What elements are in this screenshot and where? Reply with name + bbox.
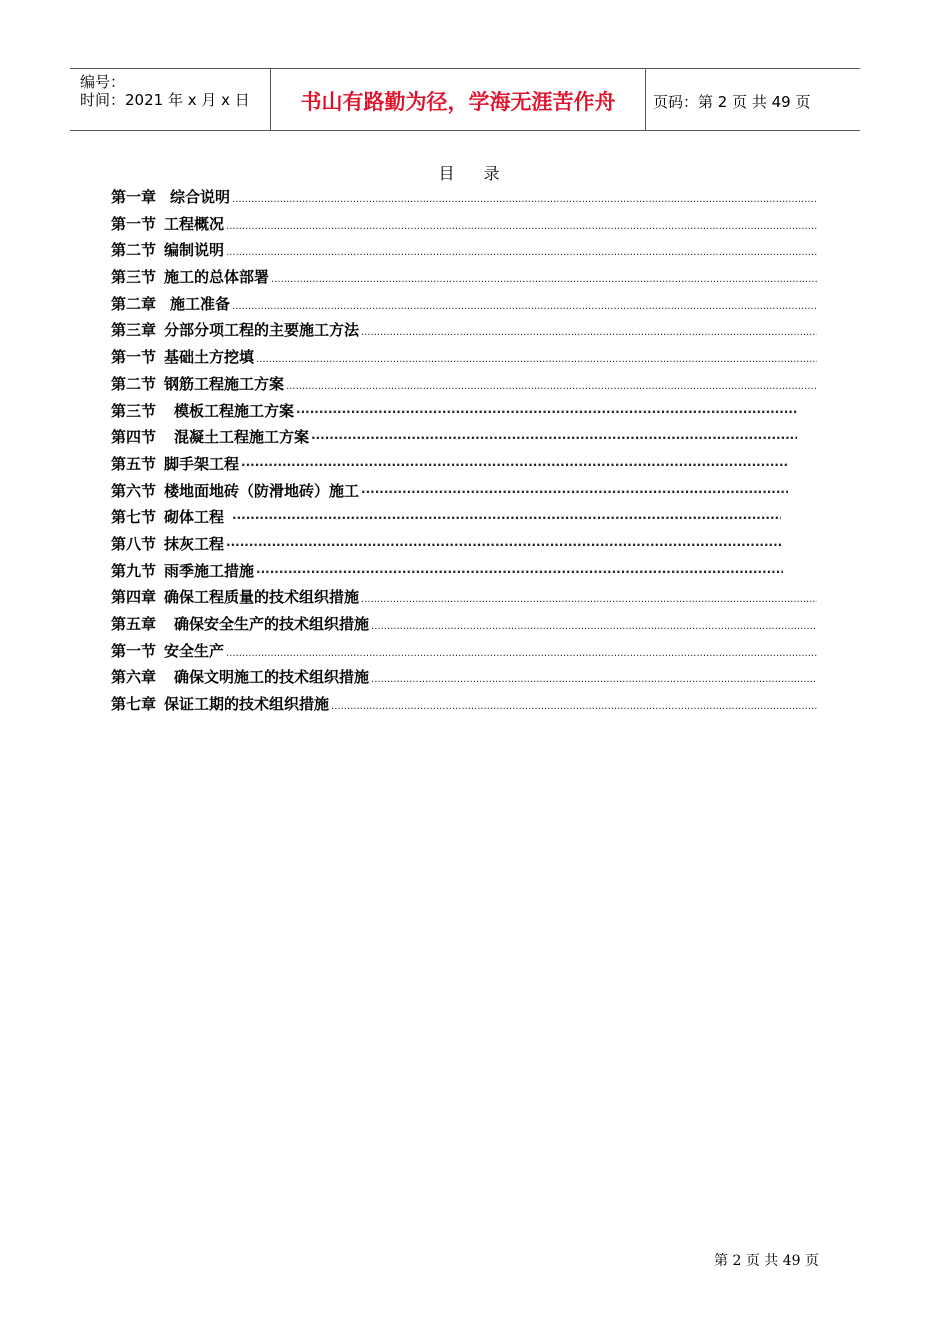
toc-entry-title: 基础土方挖填 <box>164 348 255 367</box>
toc-entry-title: 钢筋工程施工方案 <box>164 374 285 393</box>
toc-entry-number: 第三节 <box>111 268 157 287</box>
toc-entry-number: 第七章 <box>111 695 157 714</box>
toc-entry[interactable] <box>111 186 817 213</box>
toc-entry-number: 第五节 <box>111 454 157 473</box>
toc-entry-title: 模板工程施工方案 <box>174 401 295 420</box>
toc-entry[interactable] <box>111 346 817 373</box>
toc-entry-number: 第四章 <box>111 588 157 607</box>
toc-entry[interactable] <box>111 266 817 293</box>
page-footer: 第 2 页 共 49 页 <box>714 1253 819 1269</box>
toc-leader <box>226 247 817 258</box>
toc-entry[interactable] <box>111 480 788 507</box>
toc-entry-number: 第一章 <box>111 188 157 206</box>
toc-entry-title: 确保工程质量的技术组织措施 <box>164 588 360 607</box>
header-page-cell <box>645 69 860 130</box>
toc-leader <box>232 301 817 312</box>
toc-entry-title: 雨季施工措施 <box>164 561 255 580</box>
toc-leader <box>241 458 788 472</box>
toc-leader <box>226 648 817 659</box>
toc-entry-number: 第六节 <box>111 481 157 500</box>
toc-entry[interactable] <box>111 586 817 613</box>
toc-entry-number: 第六章 <box>111 668 157 687</box>
toc-entry-number: 第五章 <box>111 615 157 633</box>
toc-entry-title: 施工准备 <box>170 294 231 313</box>
toc-entry-title: 砌体工程 <box>164 508 225 527</box>
toc-leader <box>256 354 817 365</box>
toc-leader <box>361 594 817 605</box>
toc-entry[interactable] <box>111 400 797 427</box>
toc-entry-number: 第一节 <box>111 641 157 660</box>
toc-entry-number: 第七节 <box>111 508 157 527</box>
toc-entry-number: 第八节 <box>111 534 157 553</box>
header-motto-cell <box>270 69 646 130</box>
toc-entry[interactable] <box>111 666 817 693</box>
toc-entry-title: 确保安全生产的技术组织措施 <box>174 615 370 633</box>
toc-entry-number: 第二节 <box>111 374 157 393</box>
toc-entry-title: 分部分项工程的主要施工方法 <box>164 321 360 340</box>
toc-leader <box>286 381 817 392</box>
toc-entry-number: 第一节 <box>111 348 157 367</box>
table-of-contents <box>111 186 817 720</box>
toc-entry-number: 第二节 <box>111 241 157 260</box>
document-number-label: 编号： <box>80 73 126 91</box>
toc-leader <box>226 221 817 232</box>
toc-entry-title: 确保文明施工的技术组织措施 <box>174 668 370 687</box>
toc-entry[interactable] <box>111 613 817 640</box>
toc-entry[interactable] <box>111 239 817 266</box>
toc-entry-number: 第四节 <box>111 428 157 447</box>
toc-entry-number: 第九节 <box>111 561 157 580</box>
toc-entry-title: 编制说明 <box>164 241 225 260</box>
toc-entry-title: 安全生产 <box>164 641 225 660</box>
toc-leader <box>371 674 817 685</box>
toc-entry-number: 第一节 <box>111 214 157 233</box>
toc-entry-number: 第三节 <box>111 401 157 420</box>
toc-entry[interactable] <box>111 640 817 667</box>
toc-entry[interactable] <box>111 693 817 720</box>
toc-entry[interactable] <box>111 293 817 320</box>
toc-entry-title: 脚手架工程 <box>164 454 240 473</box>
toc-leader <box>256 565 783 579</box>
toc-leader <box>361 485 788 499</box>
header-page-info: 页码：第 2 页 共 49 页 <box>653 93 811 111</box>
toc-leader <box>361 327 817 338</box>
header-info-cell <box>70 69 270 130</box>
document-time-label: 时间：2021 年 x 月 x 日 <box>80 91 250 109</box>
toc-entry[interactable] <box>111 319 817 346</box>
toc-leader <box>331 701 817 712</box>
page-header <box>70 68 860 131</box>
toc-leader <box>232 194 817 205</box>
toc-entry-title: 综合说明 <box>170 188 231 206</box>
toc-leader <box>296 405 797 419</box>
toc-leader <box>371 621 817 632</box>
toc-entry-title: 抹灰工程 <box>164 534 225 553</box>
toc-entry[interactable] <box>111 213 817 240</box>
toc-leader <box>271 274 817 285</box>
toc-title: 目 录 <box>438 164 512 183</box>
toc-entry-number: 第三章 <box>111 321 157 340</box>
toc-entry[interactable] <box>111 533 783 560</box>
toc-leader <box>232 511 781 525</box>
toc-entry[interactable] <box>111 453 788 480</box>
toc-leader <box>226 538 783 552</box>
header-motto: 书山有路勤为径，学海无涯苦作舟 <box>300 90 616 114</box>
toc-entry-title: 混凝土工程施工方案 <box>174 428 310 447</box>
toc-leader <box>311 431 797 445</box>
toc-entry[interactable] <box>111 373 817 400</box>
toc-entry-title: 施工的总体部署 <box>164 268 270 287</box>
toc-entry[interactable] <box>111 426 797 453</box>
toc-entry[interactable] <box>111 506 781 533</box>
toc-entry-title: 楼地面地砖（防滑地砖）施工 <box>164 481 360 500</box>
toc-entry-title: 工程概况 <box>164 214 225 233</box>
toc-entry-title: 保证工期的技术组织措施 <box>164 695 330 714</box>
toc-entry[interactable] <box>111 560 783 587</box>
toc-entry-number: 第二章 <box>111 294 157 313</box>
